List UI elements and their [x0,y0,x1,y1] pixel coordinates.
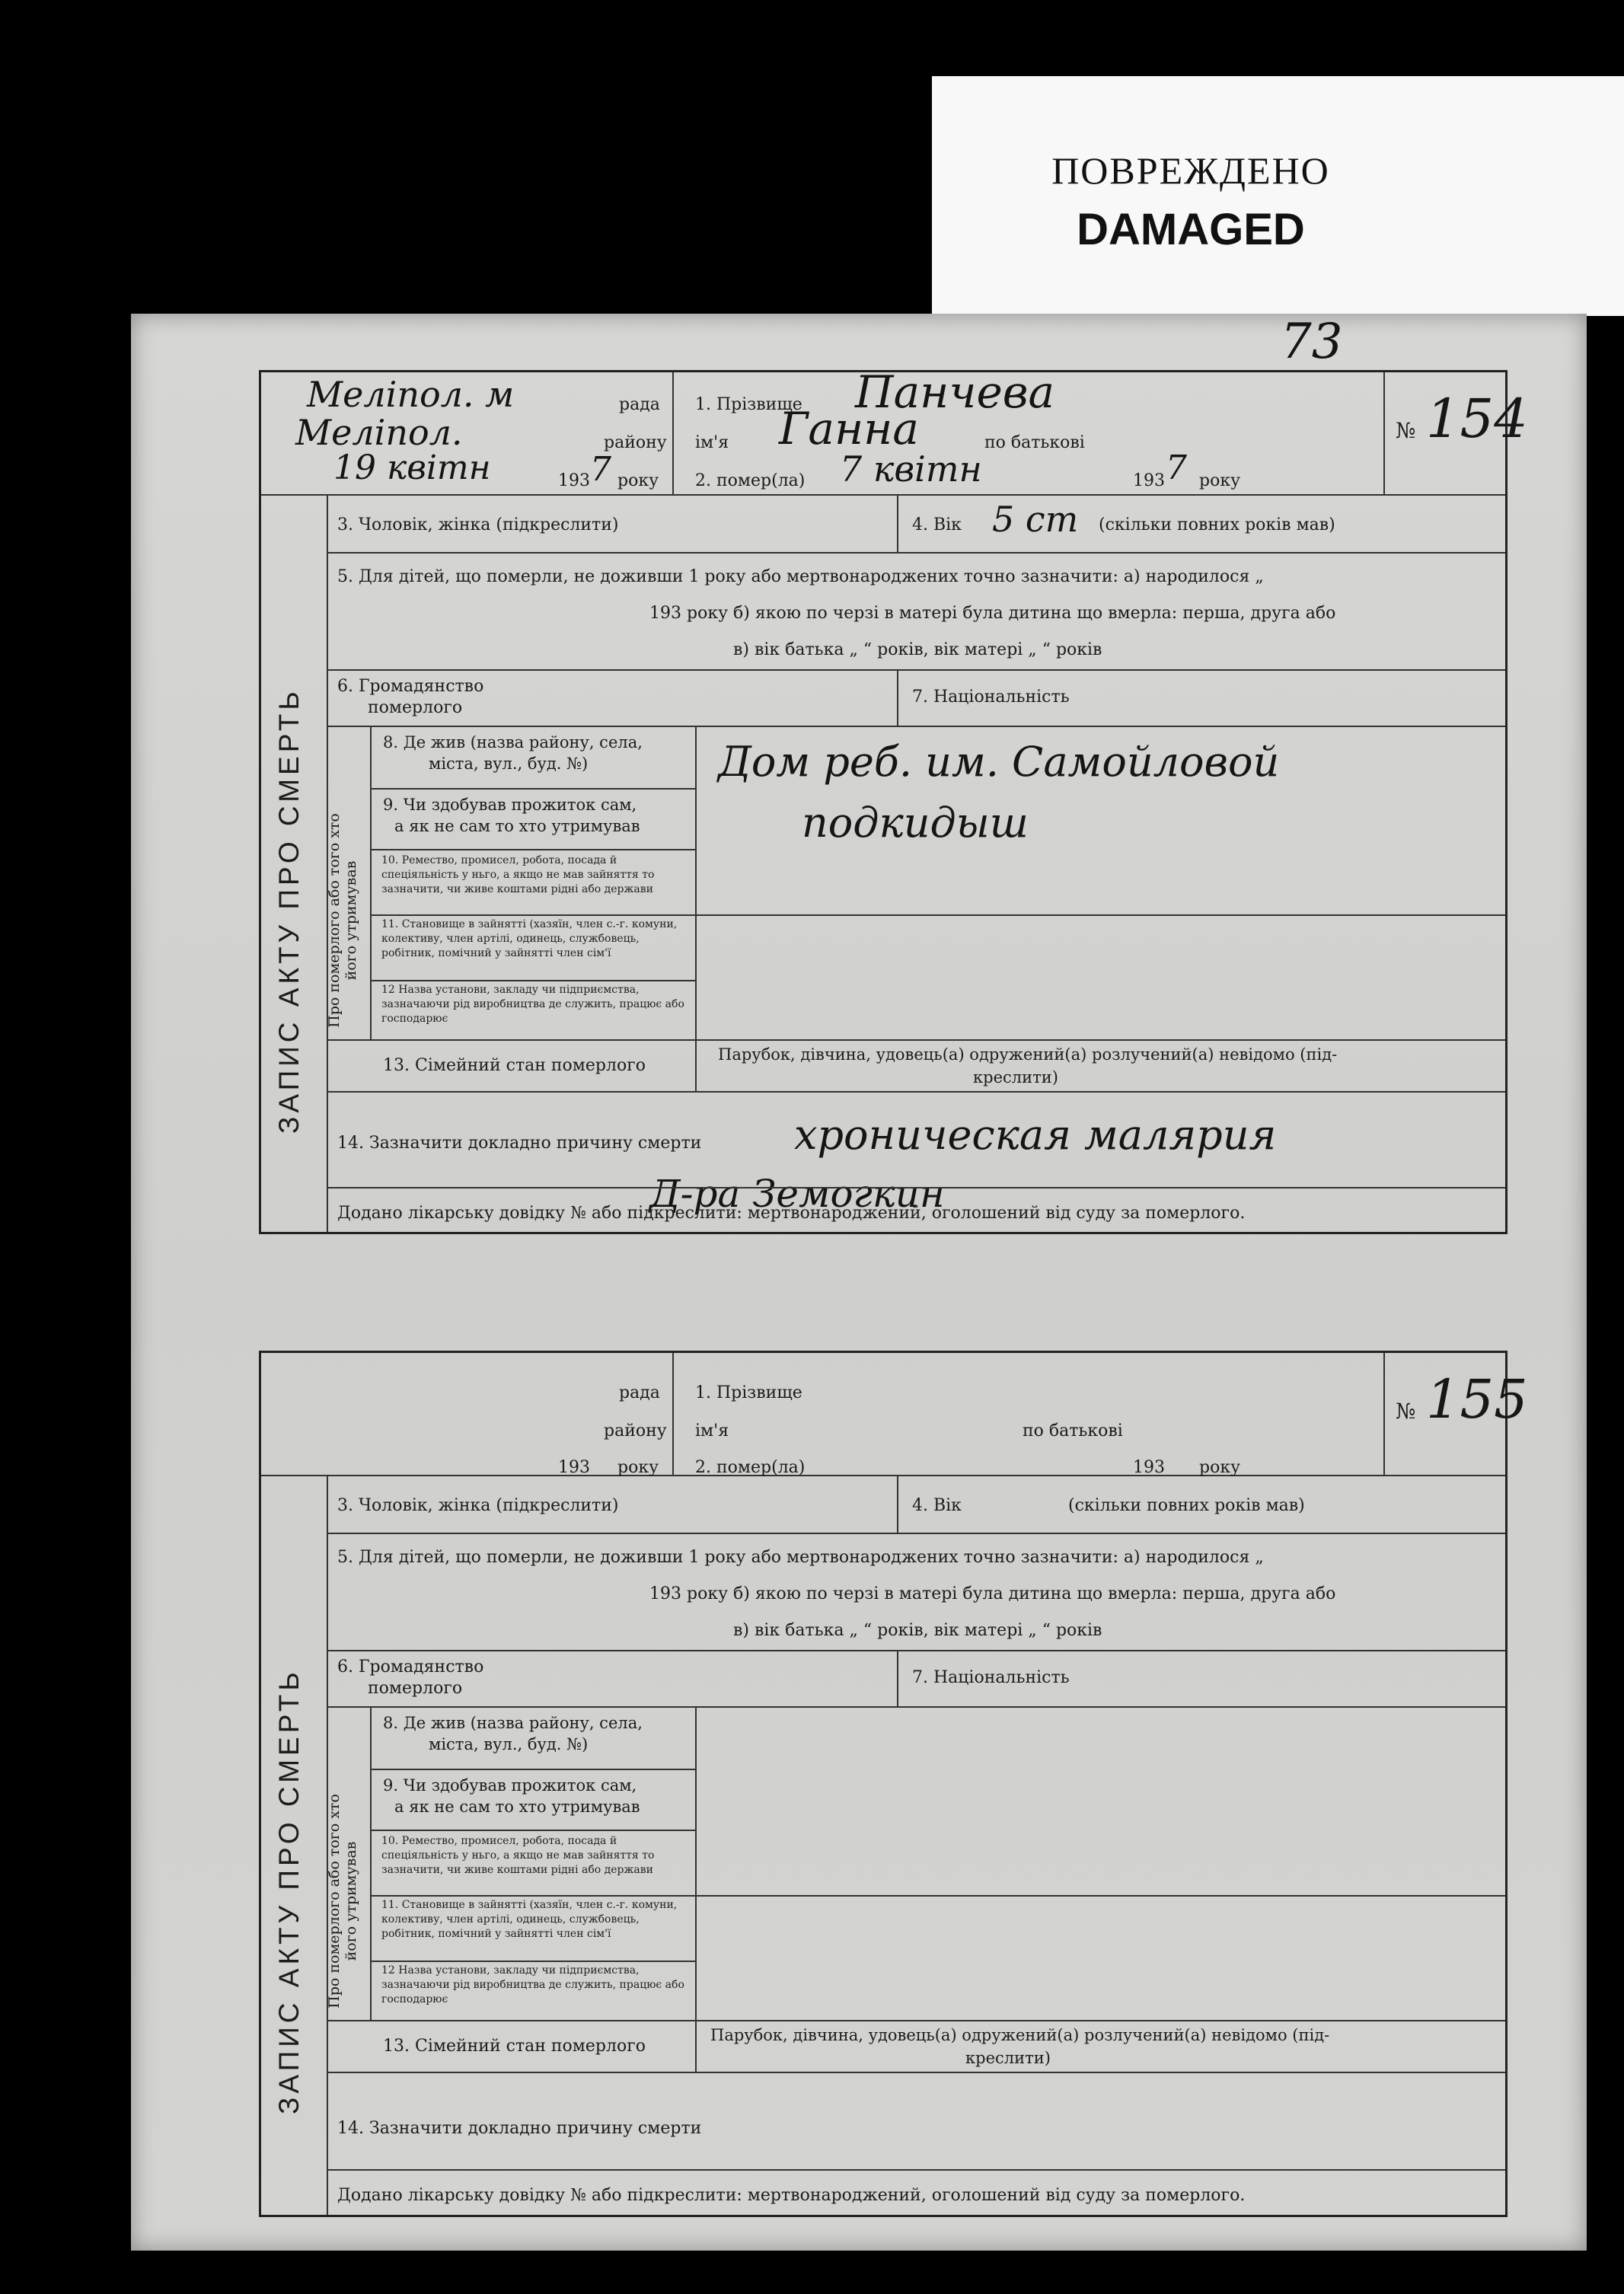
first-name-label: ім'я [695,1421,729,1441]
age-hint: (скільки повних років мав) [1068,1496,1305,1515]
district-handwritten: Меліпол. [295,412,463,453]
side-subtitle: Про померлого або того хто його утримував [326,1794,359,2008]
child-info-line-3: в) вік батька „ “ років, вік матері „ “ років [733,1621,1102,1640]
death-year-digit: 7 [1166,448,1187,487]
row-divider [370,1961,695,1962]
medical-certificate-footer: Додано лікарську довідку № або підкреслити: мертвонароджений, оголошений від суду за померлого. [337,1204,1246,1223]
document-sheet [131,314,1587,2251]
district-label: району [604,1421,667,1441]
residence-label: 8. Де жив (назва району, села, [383,733,643,751]
number-sign: № [1396,418,1416,443]
citizenship-label-2: померлого [368,1679,463,1698]
employment-status-label: 11. Становище в зайнятті (хазяїн, член с.-г. комуни, колективу, член артілі, одинець, службовець, робітник, помічний у зайнятті член сім'ї [381,918,678,959]
livelihood-handwritten: подкидыш [802,799,1029,847]
citizenship-label: 6. Громадянство [337,677,484,696]
row-divider [327,2169,1505,2171]
patronymic-label: по батькові [984,433,1085,452]
row-divider [327,1650,1505,1651]
damaged-label-english: DAMAGED [1077,205,1305,254]
label-value-divider [695,1706,697,2072]
child-info-line-2: 193 року б) якою по черзі в матері була дитина що вмерла: перша, друга або [649,1584,1336,1603]
sex-label: 3. Чоловік, жінка (підкреслити) [337,515,619,534]
cause-of-death-handwritten: хроническая малярия [794,1111,1277,1159]
cause-of-death-label: 14. Зазначити докладно причину смерти [337,1134,702,1153]
death-year-prefix: 193 [1133,471,1165,490]
surname-label: 1. Прізвище [695,1383,802,1402]
livelihood-label: 9. Чи здобував прожиток сам, [383,1776,637,1795]
header-column-divider [672,372,674,494]
nationality-label: 7. Національність [912,1668,1070,1687]
residence-label-2: міста, вул., буд. №) [429,1735,589,1753]
sex-label: 3. Чоловік, жінка (підкреслити) [337,1496,619,1515]
medical-certificate-footer: Додано лікарську довідку № або підкреслити: мертвонароджений, оголошений від суду за померлого. [337,2186,1246,2205]
side-title: ЗАПИС АКТУ ПРО СМЕРТЬ [273,1668,305,2114]
record-year-label: року [617,1458,659,1477]
row-divider [327,1039,1505,1041]
row-column-divider [897,494,898,552]
row-divider [327,1706,1505,1708]
child-info-line-2: 193 року б) якою по черзі в матері була дитина що вмерла: перша, друга або [649,604,1336,623]
row-divider [327,552,1505,554]
first-name-handwritten: Ганна [779,403,919,455]
livelihood-label-2: а як не сам то хто утримував [394,1798,640,1816]
workplace-label: 12 Назва установи, закладу чи підприємства, зазначаючи рід виробництва де служить, працює або господарює [381,984,684,1025]
livelihood-label-2: а як не сам то хто утримував [394,817,640,835]
sub-column-border [370,726,372,1039]
residence-label: 8. Де жив (назва району, села, [383,1714,643,1732]
row-divider [370,914,1505,916]
marital-status-options: Парубок, дівчина, удовець(а) одружений(а) розлучений(а) невідомо (під- [718,1045,1338,1064]
row-divider [370,1830,695,1831]
surname-handwritten: Панчева [855,366,1055,418]
row-column-divider [897,1650,898,1706]
row-divider [327,1533,1505,1534]
row-divider [327,1091,1505,1093]
row-divider [370,1895,1505,1897]
marital-status-options: Парубок, дівчина, удовець(а) одружений(а) розлучений(а) невідомо (під- [710,2026,1330,2044]
damaged-label-card [932,76,1624,316]
death-date-handwritten: 7 квітн [840,448,982,490]
workplace-label: 12 Назва установи, закладу чи підприємства, зазначаючи рід виробництва де служить, працює або господарює [381,1964,684,2005]
livelihood-label: 9. Чи здобував прожиток сам, [383,796,637,814]
row-divider [370,980,695,981]
marital-status-label: 13. Сімейний стан померлого [383,2037,646,2056]
row-column-divider [897,669,898,726]
age-handwritten: 5 ст [992,499,1079,540]
child-info-line-1: 5. Для дітей, що померли, не доживши 1 року або мертвонароджених точно зазначити: а) народилося „ [337,1548,1264,1567]
occupation-label: 10. Ремество, промисел, робота, посада й спеціяльність у ньго, а якщо не мав зайняття то зазначити, чи живе коштами рідні або держави [381,1835,655,1876]
first-name-label: ім'я [695,433,729,452]
nationality-label: 7. Національність [912,688,1070,707]
doctor-handwritten: Д-ра Земогкин [649,1172,945,1216]
row-divider [370,849,695,850]
marital-status-options-2: креслити) [973,1068,1058,1086]
damaged-label-russian: ПОВРЕЖДЕНО [1051,149,1330,192]
row-column-divider [897,1475,898,1533]
death-record-form-1 [259,366,1528,1234]
side-subtitle: Про померлого або того хто його утримував [326,813,359,1028]
death-date-label: 2. помер(ла) [695,1458,806,1477]
residence-label-2: міста, вул., буд. №) [429,755,589,773]
header-column-divider [672,1353,674,1475]
age-label: 4. Вік [912,515,962,534]
side-title: ЗАПИС АКТУ ПРО СМЕРТЬ [273,688,305,1134]
council-label: рада [619,1383,660,1402]
death-year-label: року [1199,471,1241,490]
child-info-line-1: 5. Для дітей, що померли, не доживши 1 року або мертвонароджених точно зазначити: а) народилося „ [337,567,1264,586]
cause-of-death-label: 14. Зазначити докладно причину смерти [337,2119,702,2138]
council-label: рада [619,395,660,414]
death-date-label: 2. помер(ла) [695,471,806,490]
age-label: 4. Вік [912,1496,962,1515]
number-box-divider [1383,372,1385,494]
row-divider [327,2020,1505,2021]
row-divider [327,2072,1505,2073]
citizenship-label: 6. Громадянство [337,1657,484,1677]
occupation-label: 10. Ремество, промисел, робота, посада й спеціяльність у ньго, а якщо не мав зайняття то зазначити, чи живе коштами рідні або держави [381,854,655,895]
record-number-handwritten: 154 [1426,388,1528,450]
record-year-prefix: 193 [558,471,590,490]
sub-column-border [370,1706,372,2020]
row-divider [327,726,1505,727]
record-year-label: року [617,471,659,490]
age-hint: (скільки повних років мав) [1099,515,1335,534]
citizenship-label-2: померлого [368,698,463,717]
header-divider [261,1475,1505,1476]
header-divider [261,494,1505,496]
row-divider [370,788,695,790]
number-sign: № [1396,1399,1416,1424]
employment-status-label: 11. Становище в зайнятті (хазяїн, член с.-г. комуни, колективу, член артілі, одинець, службовець, робітник, помічний у зайнятті член сім'ї [381,1899,678,1940]
council-handwritten: Меліпол. м [307,374,515,415]
record-date-handwritten: 19 квітн [333,448,491,487]
surname-label: 1. Прізвище [695,395,802,414]
row-divider [327,669,1505,671]
record-number-handwritten: 155 [1426,1368,1528,1431]
page-number-handwritten: 73 [1281,314,1343,370]
child-info-line-3: в) вік батька „ “ років, вік матері „ “ років [733,640,1102,659]
death-year-label: року [1199,1458,1241,1477]
death-record-form-2 [259,1351,1528,2217]
label-value-divider [695,726,697,1091]
patronymic-label: по батькові [1023,1421,1123,1441]
residence-handwritten: Дом реб. им. Самойловой [718,738,1280,786]
number-box-divider [1383,1353,1385,1475]
row-divider [327,1187,1505,1188]
record-year-digit: 7 [590,450,611,489]
row-divider [370,1769,695,1770]
record-year-prefix: 193 [558,1458,590,1477]
death-year-prefix: 193 [1133,1458,1165,1477]
marital-status-options-2: креслити) [965,2049,1051,2067]
district-label: району [604,433,667,452]
marital-status-label: 13. Сімейний стан померлого [383,1056,646,1075]
